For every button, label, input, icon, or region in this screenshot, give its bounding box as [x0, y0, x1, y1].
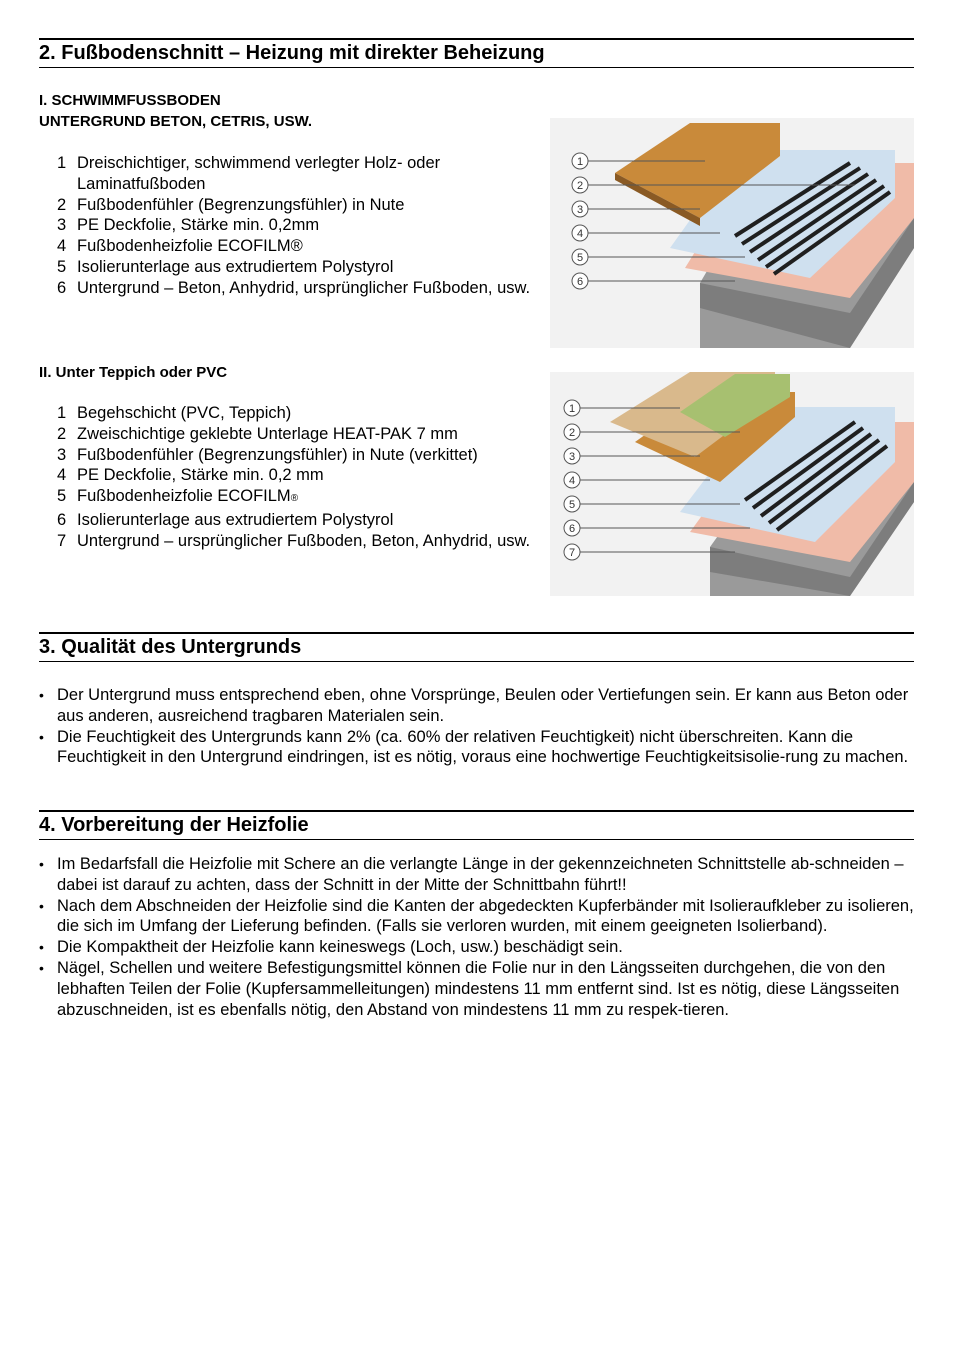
list-item	[57, 510, 543, 531]
list-item	[57, 424, 543, 445]
item-number: 7	[57, 531, 67, 550]
item-text: Fußbodenheizfolie ECOFILM®	[77, 237, 303, 256]
section-3-header	[39, 632, 914, 662]
callout-number: 4	[576, 228, 584, 240]
list-item	[57, 257, 543, 278]
callout-number: 1	[576, 156, 584, 168]
bullet-item	[39, 727, 914, 769]
bullet-icon: •	[39, 856, 44, 872]
item-number: 2	[57, 424, 67, 443]
section-3-bullets	[39, 685, 914, 768]
carpet-pvc-floor-diagram	[550, 372, 914, 596]
bullet-item	[39, 685, 914, 727]
bullet-text: Die Feuchtigkeit des Untergrunds kann 2% (ca. 60% der relativen Feuchtigkeit) nicht überschreiten. Kann die Feuchtigkeit in den Untergrund eindringen, ist es nötig, voraus eine hochwertige Feuchtigkeitsisolie-rung zu machen.	[57, 727, 909, 767]
bullet-text: Nach dem Abschneiden der Heizfolie sind die Kanten der abgedeckten Kupferbänder mit Isolieraufkleber zu isolieren, die sich im Umfang der Lieferung befinden. (Falls sie verloren wurden, mit einem geeigneten Isolierband).	[57, 896, 914, 936]
section-4-header	[39, 810, 914, 840]
part-1-heading	[39, 90, 312, 132]
bullet-icon: •	[39, 939, 44, 956]
callout-number: 2	[576, 180, 584, 192]
bullet-icon: •	[39, 959, 44, 976]
item-number: 5	[57, 257, 67, 276]
item-number: 5	[57, 487, 67, 506]
item-text: Zweischichtige geklebte Unterlage HEAT-PAK 7 mm	[77, 424, 458, 443]
item-number: 6	[57, 510, 67, 529]
part-2-list	[57, 403, 543, 552]
bullet-item	[39, 937, 914, 958]
item-number: 3	[57, 216, 67, 235]
part-2-heading: II. Unter Teppich oder PVC	[39, 364, 228, 381]
item-text: Isolierunterlage aus extrudiertem Polystyrol	[77, 257, 394, 276]
callout-number: 4	[568, 475, 576, 487]
section-2-header	[39, 38, 914, 68]
list-item	[57, 403, 543, 424]
item-text: Isolierunterlage aus extrudiertem Polystyrol	[77, 510, 394, 529]
item-text: Begehschicht (PVC, Teppich)	[77, 404, 292, 422]
section-3-title: 3. Qualität des Untergrunds	[39, 636, 302, 658]
bullet-item	[39, 896, 914, 938]
list-item	[57, 445, 543, 466]
list-item	[57, 465, 543, 486]
item-number: 6	[57, 278, 67, 297]
item-text: Fußbodenfühler (Begrenzungsfühler) in Nute (verkittet)	[77, 445, 478, 464]
part-1-heading-line2: UNTERGRUND BETON, CETRIS, USW.	[39, 113, 313, 130]
item-text: Fußbodenheizfolie ECOFILM	[77, 487, 291, 506]
item-text: Untergrund – ursprünglicher Fußboden, Beton, Anhydrid, usw.	[77, 531, 531, 550]
list-item	[57, 531, 543, 552]
part-1-heading-line1: I. SCHWIMMFUSSBODEN	[39, 92, 221, 109]
item-number: 3	[57, 445, 67, 464]
list-item	[57, 215, 543, 236]
callout-number: 3	[568, 451, 576, 463]
part-1-list	[57, 153, 543, 299]
bullet-text: Der Untergrund muss entsprechend eben, ohne Vorsprünge, Beulen oder Vertiefungen sein. Er kann aus Beton oder aus anderen, ausreichend tragbaren Materialen sein.	[57, 686, 909, 725]
section-4-title: 4. Vorbereitung der Heizfolie	[39, 814, 309, 836]
bullet-text: Im Bedarfsfall die Heizfolie mit Schere an die verlangte Länge in der gekennzeichneten Schnittstelle ab-schneiden – dabei ist darauf zu achten, dass der Schnitt in der Mitte der Schnittbahn führt!!	[57, 855, 904, 894]
list-item	[57, 195, 543, 216]
bullet-icon: •	[39, 897, 44, 914]
bullet-text: Nägel, Schellen und weitere Befestigungsmittel können die Folie nur in den Längsseiten durchgehen, die von den lebhaften Teilen der Folie (Kupfersammelleitungen) mindestens 11 mm entfernt sind. Ist es nötig, diese Längsseiten abzuschneiden, ist es ebenfalls nötig, den Abstand von mindestens 11 mm zu respek-tieren.	[57, 958, 900, 1019]
floating-floor-diagram	[550, 118, 914, 348]
item-text: Fußbodenfühler (Begrenzungsfühler) in Nute	[77, 195, 405, 214]
item-text: Untergrund – Beton, Anhydrid, ursprünglicher Fußboden, usw.	[77, 278, 531, 297]
bullet-text: Die Kompaktheit der Heizfolie kann keineswegs (Loch, usw.) beschädigt sein.	[57, 938, 623, 957]
callout-number: 7	[568, 547, 576, 559]
item-text: PE Deckfolie, Stärke min. 0,2 mm	[77, 466, 324, 485]
section-4-bullets	[39, 854, 914, 1020]
item-number: 1	[57, 404, 67, 422]
list-item	[57, 236, 543, 257]
section-2-title: 2. Fußbodenschnitt – Heizung mit direkter Beheizung	[39, 42, 545, 64]
list-item	[57, 486, 543, 510]
callout-number: 6	[576, 276, 584, 288]
callout-number: 5	[576, 252, 584, 264]
item-text: Dreischichtiger, schwimmend verlegter Holz- oder Laminatfußboden	[77, 154, 441, 193]
callout-number: 6	[568, 523, 576, 535]
callout-number: 1	[568, 403, 576, 415]
bullet-item	[39, 854, 914, 896]
bullet-item	[39, 958, 914, 1020]
item-number: 4	[57, 237, 67, 256]
list-item	[57, 153, 543, 195]
registered-mark: ®	[290, 493, 299, 505]
callout-number: 2	[568, 427, 576, 439]
callout-number: 5	[568, 499, 576, 511]
bullet-icon: •	[39, 687, 44, 703]
callout-number: 3	[576, 204, 584, 216]
item-number: 1	[57, 154, 67, 172]
item-text: PE Deckfolie, Stärke min. 0,2mm	[77, 216, 320, 235]
item-number: 2	[57, 195, 67, 214]
list-item	[57, 278, 543, 299]
bullet-icon: •	[39, 728, 44, 745]
item-number: 4	[57, 466, 67, 485]
